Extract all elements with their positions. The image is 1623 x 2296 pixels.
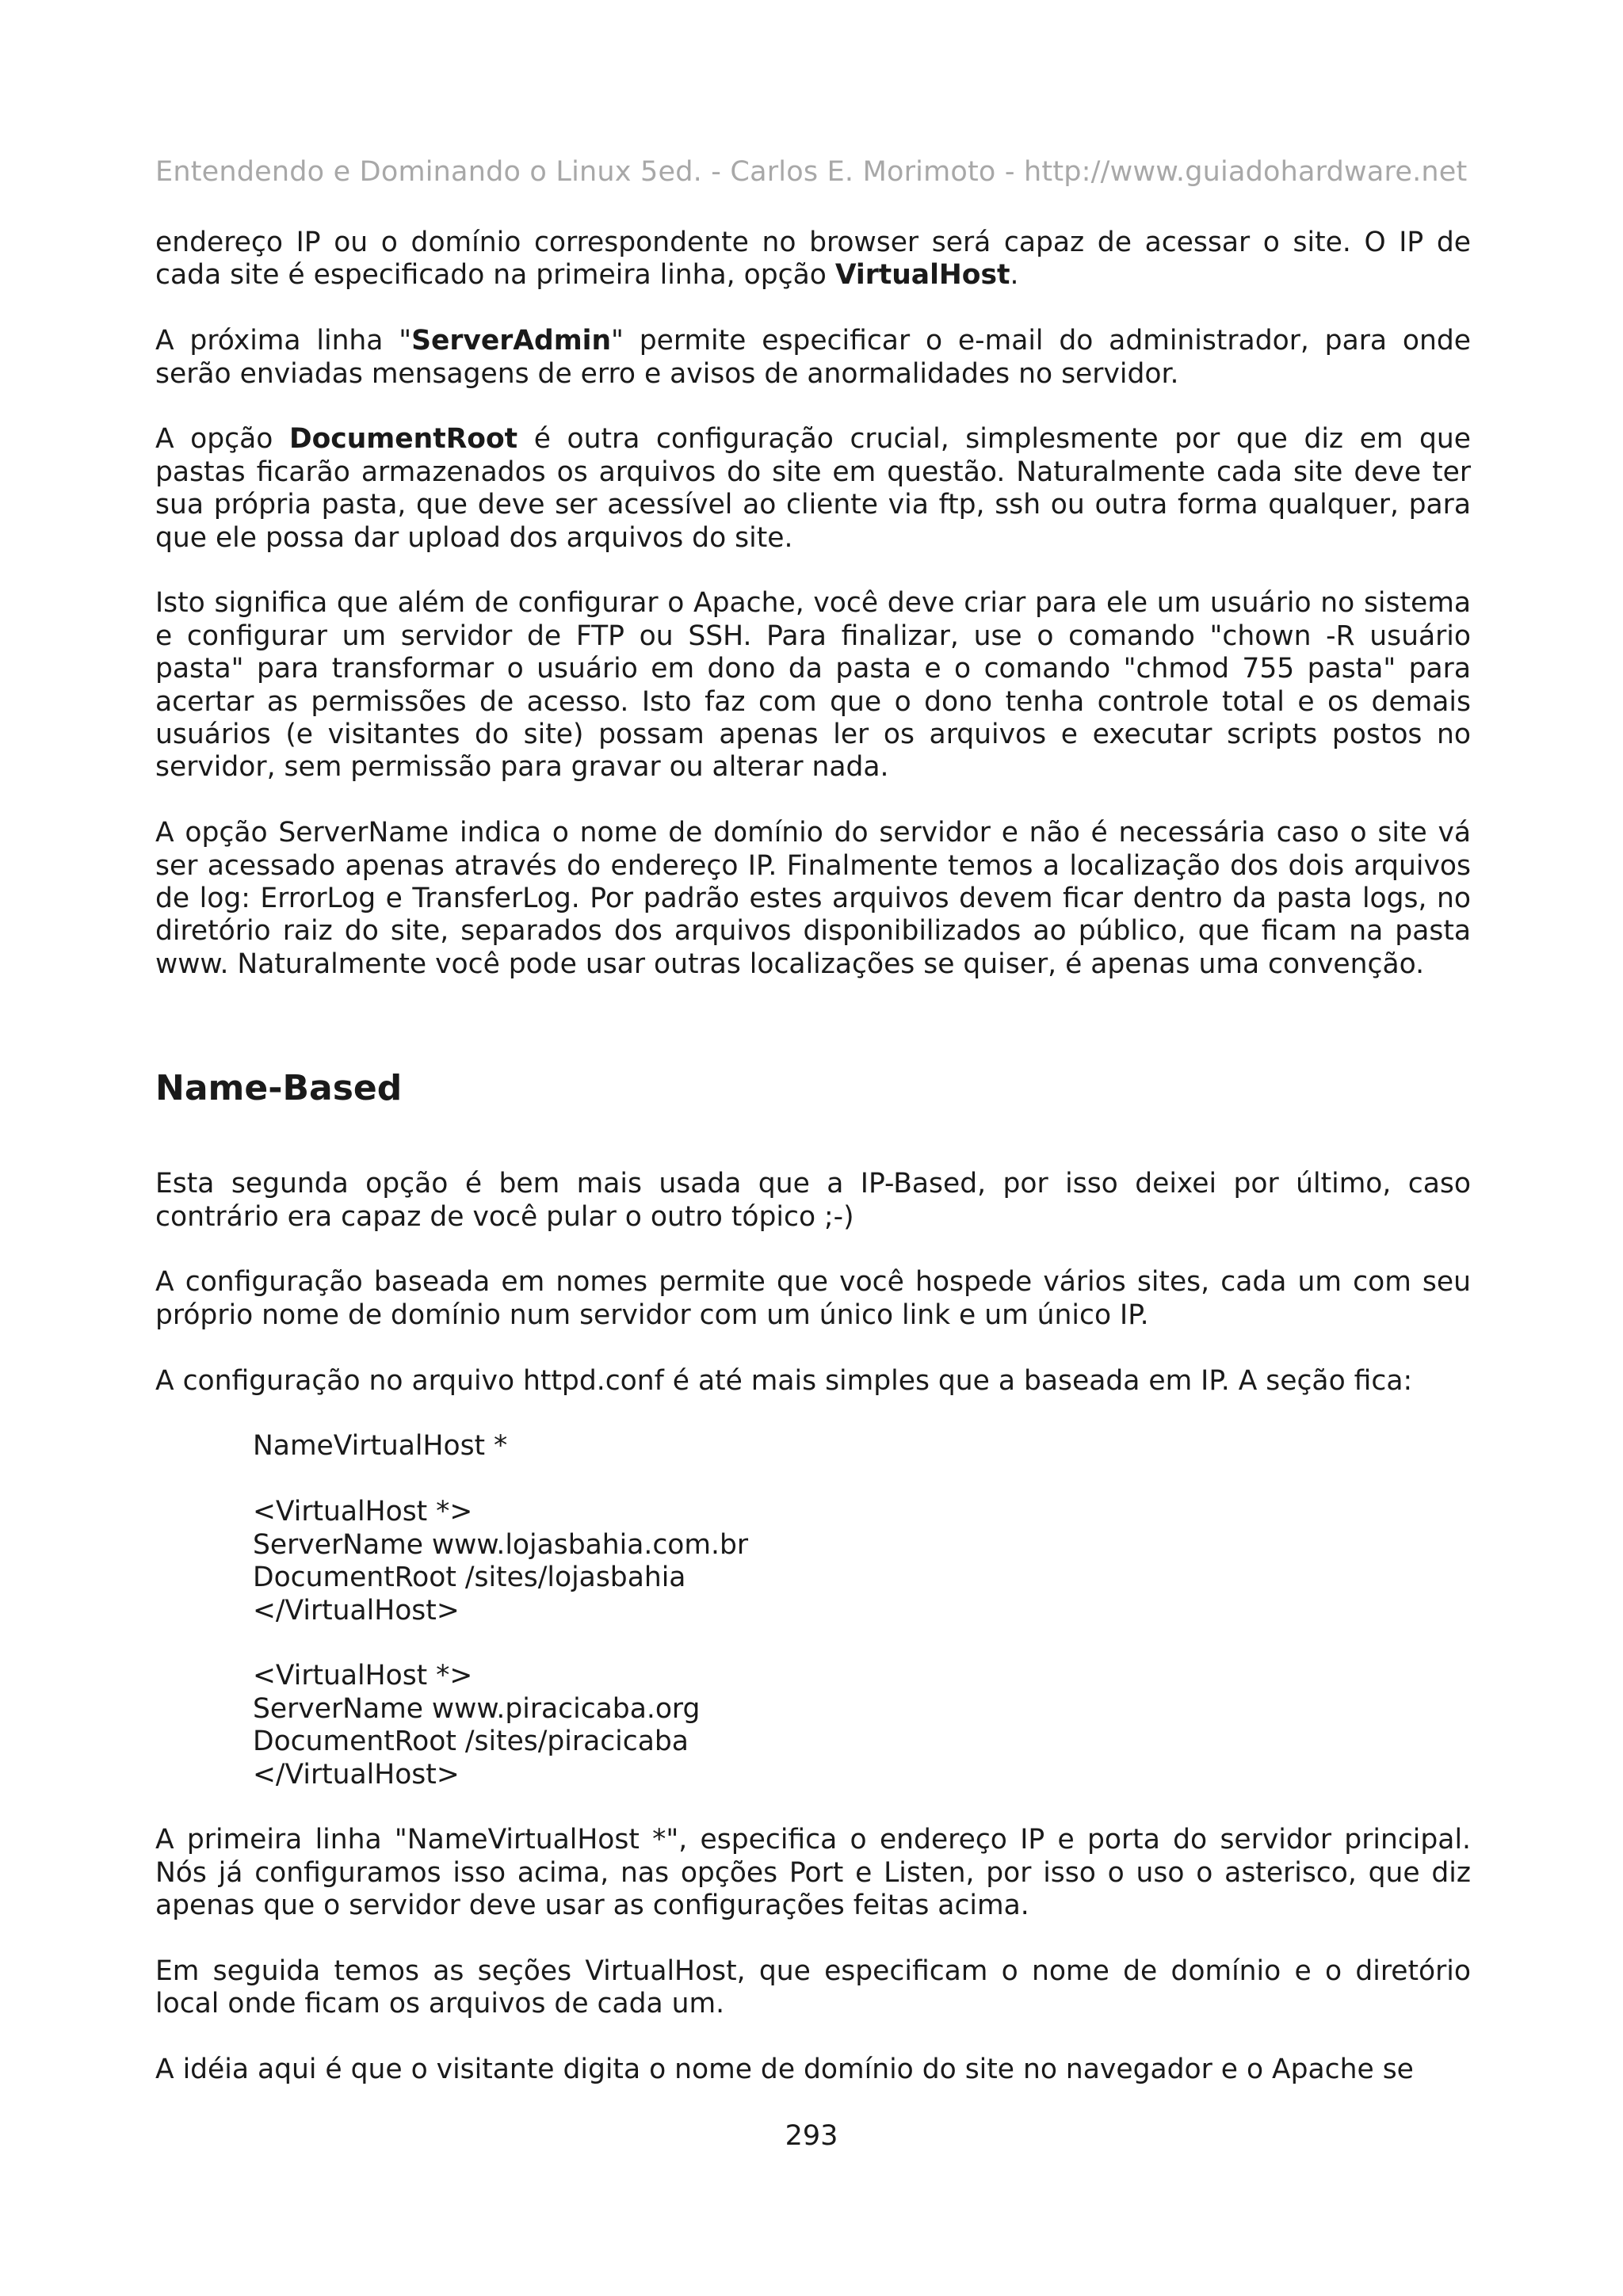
code-line: DocumentRoot /sites/lojasbahia (253, 1562, 686, 1594)
code-line: </VirtualHost> (253, 1594, 460, 1627)
page-number: 293 (785, 2120, 838, 2152)
paragraph-visitor-domain: A idéia aqui é que o visitante digita o nome de domínio do site no navegador e o Apache se (155, 2054, 1414, 2086)
paragraph-permissions: Isto significa que além de configurar o Apache, você deve criar para ele um usuário no sistema e configurar um servidor de FTP ou SSH. Para finalizar, use o comando "chown -R usuário pasta" para transformar o usuário em dono da pasta e o comando "chmod 755 pasta" para acertar as permissões de acesso. Isto faz com que o dono tenha controle total e os demais usuários (e visitantes do site) possam apenas ler os arquivos e executar scripts postos no servidor, sem permissão para gravar ou alterar nada. (155, 587, 1471, 784)
keyword-serveradmin: ServerAdmin (411, 325, 612, 357)
section-heading-name-based: Name-Based (155, 1068, 403, 1109)
code-line: NameVirtualHost * (253, 1430, 508, 1463)
paragraph-name-based-intro: Esta segunda opção é bem mais usada que a IP-Based, por isso deixei por último, caso contrário era capaz de você pular o outro tópico ;-) (155, 1168, 1471, 1233)
paragraph-namevirtualhost-explanation: A primeira linha "NameVirtualHost *", especifica o endereço IP e porta do servidor principal. Nós já configuramos isso acima, nas opções Port e Listen, por isso o uso o asterisco, que diz apenas que o servidor deve usar as configurações feitas acima. (155, 1824, 1471, 1922)
paragraph-serveradmin: A próxima linha "ServerAdmin" permite especificar o e-mail do administrador, para onde serão enviadas mensagens de erro e avisos de anormalidades no servidor. (155, 325, 1471, 390)
code-line: ServerName www.lojasbahia.com.br (253, 1528, 749, 1561)
paragraph-virtualhost-ip: endereço IP ou o domínio correspondente no browser será capaz de acessar o site. O IP de cada site é especificado na primeira linha, opção VirtualHost. (155, 227, 1471, 292)
running-header: Entendendo e Dominando o Linux 5ed. - Carlos E. Morimoto - http://www.guiadohardware.net (155, 156, 1468, 188)
keyword-documentroot: DocumentRoot (288, 423, 518, 456)
paragraph-name-based-description: A configuração baseada em nomes permite que você hospede vários sites, cada um com seu próprio nome de domínio num servidor com um único link e um único IP. (155, 1266, 1471, 1331)
paragraph-virtualhost-sections: Em seguida temos as seções VirtualHost, que especificam o nome de domínio e o diretório local onde ficam os arquivos de cada um. (155, 1955, 1471, 2020)
code-line: </VirtualHost> (253, 1758, 460, 1791)
keyword-virtualhost: VirtualHost (834, 259, 1010, 292)
page-body (155, 227, 1471, 2087)
paragraph-servername-logs: A opção ServerName indica o nome de domínio do servidor e não é necessária caso o site vá ser acessado apenas através do endereço IP. Finalmente temos a localização dos dois arquivos de log: ErrorLog e TransferLog. Por padrão estes arquivos devem ficar dentro da pasta logs, no diretório raiz do site, separados dos arquivos disponibilizados ao público, que ficam na pasta www. Naturalmente você pode usar outras localizações se quiser, é apenas uma convenção. (155, 817, 1471, 980)
code-line: <VirtualHost *> (253, 1660, 473, 1692)
code-line: <VirtualHost *> (253, 1496, 473, 1528)
paragraph-httpd-conf: A configuração no arquivo httpd.conf é até mais simples que a baseada em IP. A seção fica: (155, 1364, 1413, 1397)
config-code-block (155, 1430, 1471, 1791)
paragraph-documentroot: A opção DocumentRoot é outra configuração crucial, simplesmente por que diz em que pastas ficarão armazenados os arquivos do site em questão. Naturalmente cada site deve ter sua própria pasta, que deve ser acessível ao cliente via ftp, ssh ou outra forma qualquer, para que ele possa dar upload dos arquivos do site. (155, 423, 1471, 554)
code-line: ServerName www.piracicaba.org (253, 1692, 701, 1725)
code-line: DocumentRoot /sites/piracicaba (253, 1726, 689, 1758)
